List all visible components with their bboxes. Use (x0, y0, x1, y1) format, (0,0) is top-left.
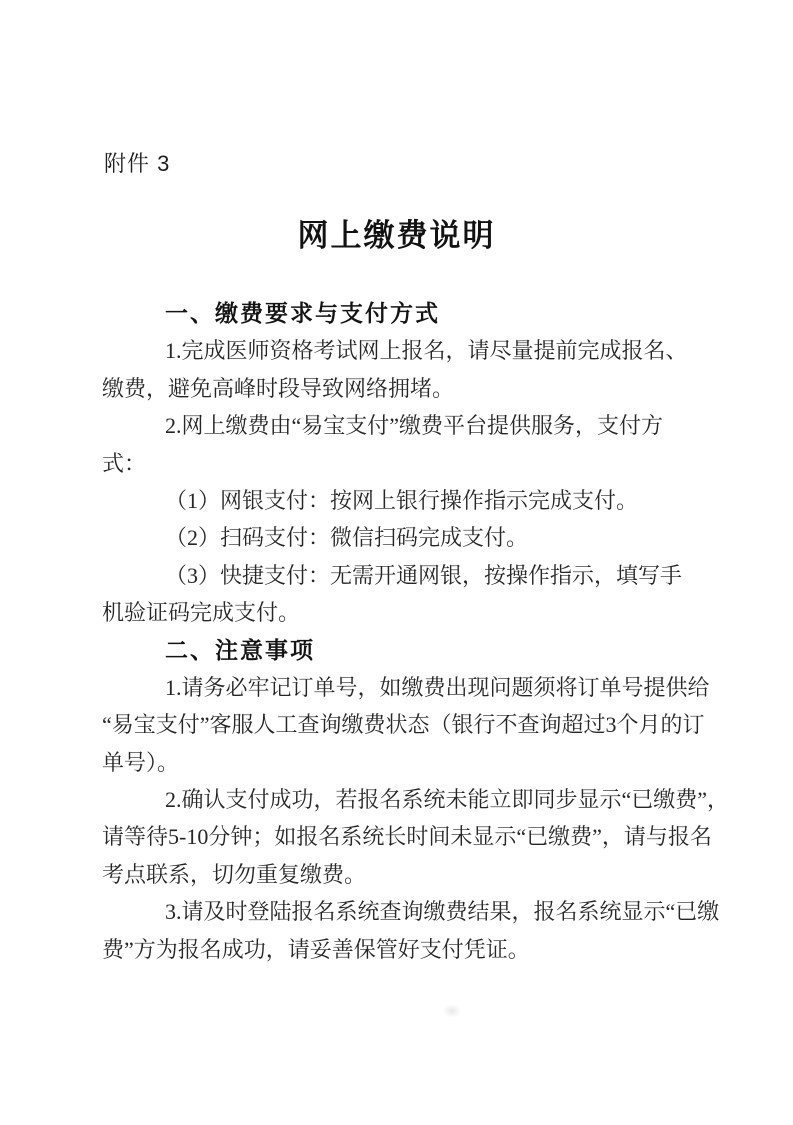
body-line: 缴费，避免高峰时段导致网络拥堵。 (102, 375, 455, 401)
body-line: 1.请务必牢记订单号，如缴费出现问题须将订单号提供给 (165, 674, 710, 700)
body-line: 机验证码完成支付。 (102, 600, 301, 626)
attachment-label: 附件 3 (104, 151, 171, 176)
body-line: 单号）。 (102, 749, 180, 775)
section-heading-notes: 二、注意事项 (165, 636, 315, 663)
body-line: 请等待5-10分钟；如报名系统长时间未显示“已缴费”，请与报名 (102, 824, 712, 850)
body-line: （2）扫码支付：微信扫码完成支付。 (165, 525, 529, 551)
body-line: （1）网银支付：按网上银行操作指示完成支付。 (165, 487, 639, 513)
scan-smudge-artifact (443, 1004, 461, 1018)
body-line: 费”方为报名成功，请妥善保管好支付凭证。 (102, 936, 530, 962)
document-title: 网上缴费说明 (297, 218, 496, 253)
section-heading-payment: 一、缴费要求与支付方式 (165, 300, 440, 326)
body-line: 考点联系，切勿重复缴费。 (102, 861, 367, 887)
body-line: 式： (102, 450, 147, 476)
body-line: “易宝支付”客服人工查询缴费状态（银行不查询超过3个月的订 (102, 712, 705, 738)
document-body (102, 295, 742, 968)
body-line: （3）快捷支付：无需开通网银，按操作指示，填写手 (165, 562, 683, 588)
body-line: 3.请及时登陆报名系统查询缴费结果，报名系统显示“已缴 (165, 899, 720, 925)
body-line: 2.网上缴费由“易宝支付”缴费平台提供服务，支付方 (165, 413, 664, 439)
body-line: 2.确认支付成功，若报名系统未能立即同步显示“已缴费”， (165, 787, 730, 813)
body-line: 1.完成医师资格考试网上报名，请尽量提前完成报名、 (165, 338, 688, 364)
